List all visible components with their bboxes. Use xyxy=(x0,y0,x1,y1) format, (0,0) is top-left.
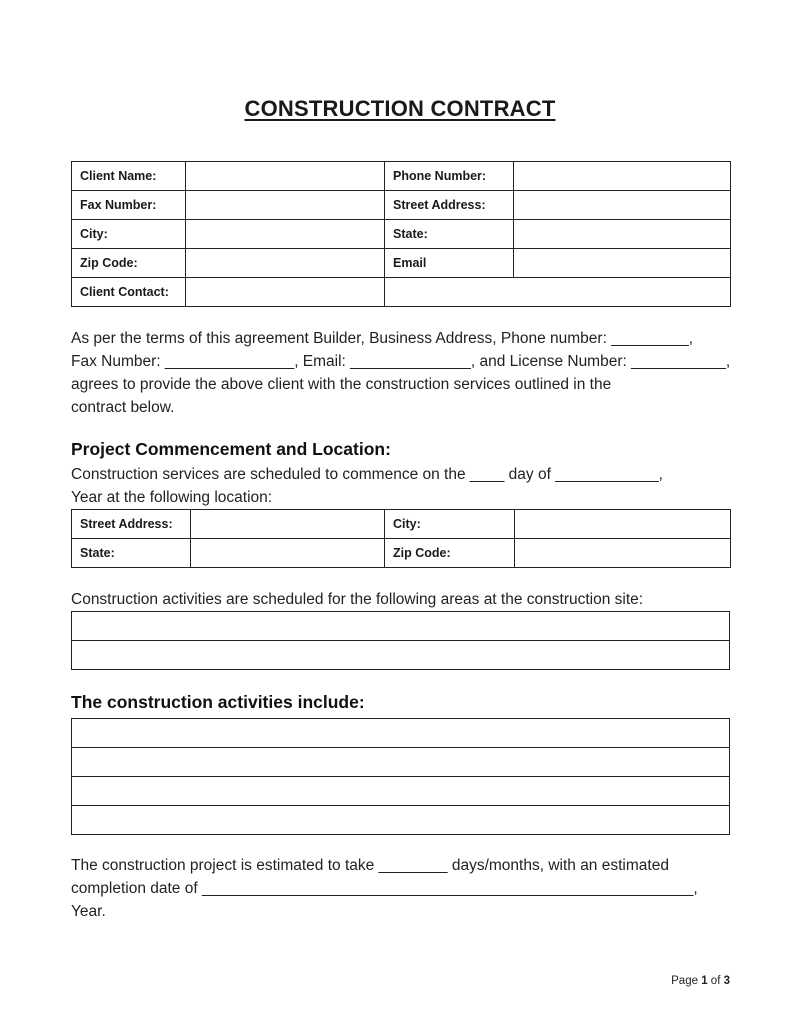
phone-number-label: Phone Number: xyxy=(385,162,514,191)
commencement-heading: Project Commencement and Location: xyxy=(71,439,391,459)
estimate-line: The construction project is estimated to take ________ days/months, with an estimated xyxy=(71,857,669,874)
document-title xyxy=(0,96,800,122)
page-total: 3 xyxy=(723,975,730,987)
zip-code-field[interactable] xyxy=(186,249,385,278)
table-row xyxy=(72,191,731,220)
table-row xyxy=(72,612,730,641)
state-label: State: xyxy=(385,220,514,249)
estimate-line: completion date of _________________________________________________________, Year. xyxy=(71,880,698,920)
page-word: Page xyxy=(671,975,698,987)
location-street-field[interactable] xyxy=(191,510,385,539)
street-address-label: Street Address: xyxy=(385,191,514,220)
fax-number-field[interactable] xyxy=(186,191,385,220)
of-word: of xyxy=(710,975,721,987)
activity-field[interactable] xyxy=(72,806,730,835)
client-info-table xyxy=(71,161,731,307)
email-field[interactable] xyxy=(514,249,731,278)
intro-line: agrees to provide the above client with the construction services outlined in the xyxy=(71,376,612,393)
intro-line: As per the terms of this agreement Builder, Business Address, Phone number: _________, xyxy=(71,330,694,347)
intro-paragraph xyxy=(71,327,731,419)
intro-line: contract below. xyxy=(71,399,175,416)
activities-table xyxy=(71,718,730,835)
client-name-label: Client Name: xyxy=(72,162,186,191)
activities-heading: The construction activities include: xyxy=(71,692,365,712)
activity-field[interactable] xyxy=(72,748,730,777)
location-table xyxy=(71,509,731,568)
client-contact-label: Client Contact: xyxy=(72,278,186,307)
client-contact-field[interactable] xyxy=(186,278,385,307)
phone-number-field[interactable] xyxy=(514,162,731,191)
area-field[interactable] xyxy=(72,612,730,641)
intro-line: Fax Number: _______________, Email: ______________, and License Number: ___________, xyxy=(71,353,731,370)
city-field[interactable] xyxy=(186,220,385,249)
location-street-label: Street Address: xyxy=(72,510,191,539)
table-row xyxy=(72,806,730,835)
commencement-line: Construction services are scheduled to commence on the ____ day of ____________, xyxy=(71,466,663,483)
page-footer xyxy=(671,975,730,987)
activity-field[interactable] xyxy=(72,719,730,748)
estimate-paragraph xyxy=(71,854,731,923)
city-label: City: xyxy=(72,220,186,249)
table-row xyxy=(72,278,731,307)
location-zip-label: Zip Code: xyxy=(385,539,515,568)
client-name-field[interactable] xyxy=(186,162,385,191)
commencement-line: Year at the following location: xyxy=(71,489,273,506)
client-contact-extra-field[interactable] xyxy=(385,278,731,307)
location-city-field[interactable] xyxy=(515,510,731,539)
area-field[interactable] xyxy=(72,641,730,670)
areas-table xyxy=(71,611,730,670)
table-row xyxy=(72,719,730,748)
email-label: Email xyxy=(385,249,514,278)
location-city-label: City: xyxy=(385,510,515,539)
table-row xyxy=(72,777,730,806)
location-zip-field[interactable] xyxy=(515,539,731,568)
table-row xyxy=(72,641,730,670)
location-state-label: State: xyxy=(72,539,191,568)
areas-text: Construction activities are scheduled for the following areas at the construction site: xyxy=(71,591,644,608)
document-title-text: CONSTRUCTION CONTRACT xyxy=(244,96,556,121)
activity-field[interactable] xyxy=(72,777,730,806)
table-row xyxy=(72,510,731,539)
table-row xyxy=(72,249,731,278)
location-state-field[interactable] xyxy=(191,539,385,568)
table-row xyxy=(72,539,731,568)
table-row xyxy=(72,748,730,777)
street-address-field[interactable] xyxy=(514,191,731,220)
zip-code-label: Zip Code: xyxy=(72,249,186,278)
commencement-paragraph xyxy=(71,463,731,509)
page-number: 1 xyxy=(701,975,708,987)
fax-number-label: Fax Number: xyxy=(72,191,186,220)
table-row xyxy=(72,220,731,249)
state-field[interactable] xyxy=(514,220,731,249)
table-row xyxy=(72,162,731,191)
